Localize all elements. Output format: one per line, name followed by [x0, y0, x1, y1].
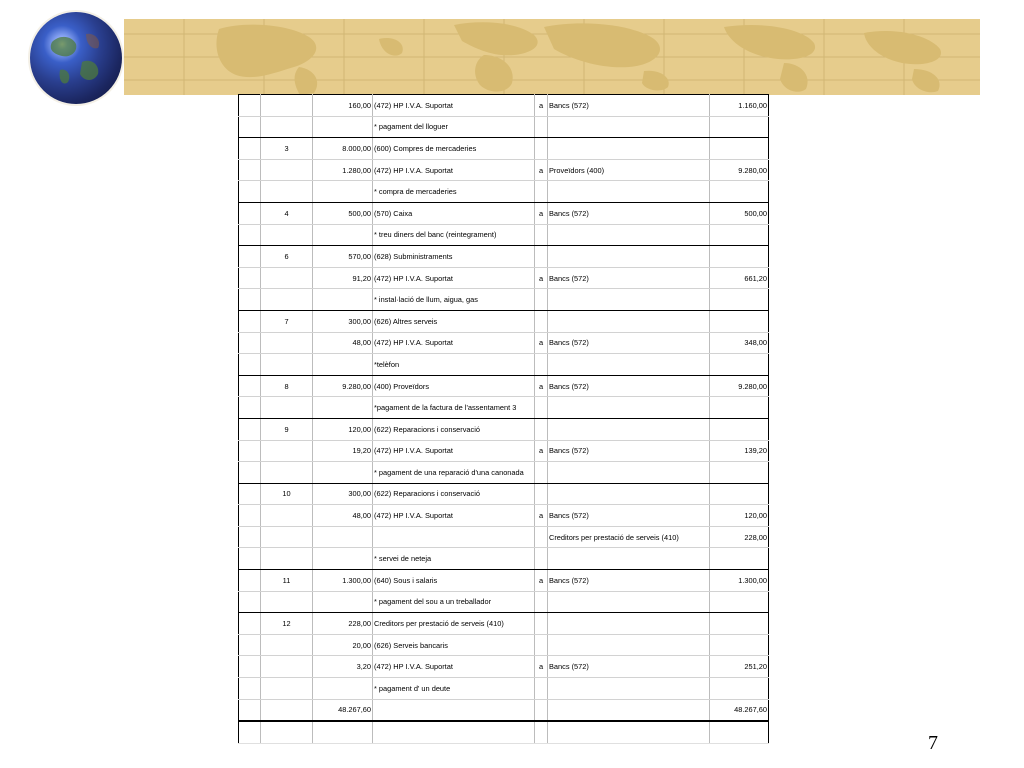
debit-account-cell: (570) Caixa — [373, 202, 535, 224]
debit-account-cell: (622) Reparacions i conservació — [373, 418, 535, 440]
credit-amount-cell: 48.267,60 — [710, 699, 769, 721]
ledger-body — [239, 95, 769, 744]
credit-amount-cell — [710, 613, 769, 635]
debit-account-cell — [373, 721, 535, 743]
entry-number-cell: 10 — [261, 483, 313, 505]
blank-cell — [239, 613, 261, 635]
a-marker-cell: a — [535, 505, 548, 527]
ledger-row — [239, 375, 769, 397]
blank-cell — [239, 159, 261, 181]
blank-cell — [239, 354, 261, 376]
debit-account-cell: * instal·lació de llum, aigua, gas — [373, 289, 535, 311]
credit-amount-cell: 500,00 — [710, 202, 769, 224]
debit-amount-cell: 500,00 — [313, 202, 373, 224]
ledger-row — [239, 354, 769, 376]
credit-account-cell — [548, 289, 710, 311]
blank-cell — [239, 116, 261, 138]
credit-amount-cell — [710, 116, 769, 138]
world-map-graphic — [124, 19, 980, 95]
debit-amount-cell — [313, 591, 373, 613]
ledger-row — [239, 440, 769, 462]
blank-cell — [239, 570, 261, 592]
entry-number-cell — [261, 116, 313, 138]
a-marker-cell: a — [535, 656, 548, 678]
credit-amount-cell: 1.300,00 — [710, 570, 769, 592]
debit-account-cell: (472) HP I.V.A. Suportat — [373, 159, 535, 181]
entry-number-cell: 8 — [261, 375, 313, 397]
ledger-row — [239, 202, 769, 224]
a-marker-cell — [535, 526, 548, 548]
ledger-row — [239, 462, 769, 484]
entry-number-cell — [261, 656, 313, 678]
a-marker-cell: a — [535, 202, 548, 224]
credit-amount-cell: 9.280,00 — [710, 375, 769, 397]
credit-account-cell — [548, 116, 710, 138]
debit-amount-cell: 160,00 — [313, 95, 373, 117]
ledger-row — [239, 699, 769, 721]
credit-account-cell: Bancs (572) — [548, 332, 710, 354]
debit-amount-cell: 9.280,00 — [313, 375, 373, 397]
debit-account-cell: (472) HP I.V.A. Suportat — [373, 95, 535, 117]
entry-number-cell: 9 — [261, 418, 313, 440]
debit-amount-cell: 48,00 — [313, 505, 373, 527]
ledger-row — [239, 526, 769, 548]
credit-account-cell — [548, 224, 710, 246]
credit-account-cell — [548, 246, 710, 268]
entry-number-cell: 7 — [261, 310, 313, 332]
a-marker-cell — [535, 721, 548, 743]
credit-amount-cell: 228,00 — [710, 526, 769, 548]
ledger-row — [239, 332, 769, 354]
debit-amount-cell: 1.280,00 — [313, 159, 373, 181]
debit-amount-cell — [313, 181, 373, 203]
a-marker-cell — [535, 483, 548, 505]
a-marker-cell: a — [535, 440, 548, 462]
debit-account-cell: * treu diners del banc (reintegrament) — [373, 224, 535, 246]
credit-amount-cell — [710, 224, 769, 246]
a-marker-cell — [535, 310, 548, 332]
entry-number-cell — [261, 95, 313, 117]
ledger-row — [239, 181, 769, 203]
blank-cell — [239, 505, 261, 527]
debit-amount-cell: 1.300,00 — [313, 570, 373, 592]
a-marker-cell: a — [535, 159, 548, 181]
ledger-row — [239, 418, 769, 440]
blank-cell — [239, 548, 261, 570]
credit-amount-cell — [710, 483, 769, 505]
debit-account-cell: (472) HP I.V.A. Suportat — [373, 505, 535, 527]
ledger-row — [239, 267, 769, 289]
credit-amount-cell — [710, 289, 769, 311]
entry-number-cell: 12 — [261, 613, 313, 635]
credit-account-cell — [548, 634, 710, 656]
ledger-table — [238, 94, 769, 744]
a-marker-cell: a — [535, 95, 548, 117]
credit-account-cell: Bancs (572) — [548, 202, 710, 224]
ledger-row — [239, 613, 769, 635]
credit-account-cell — [548, 462, 710, 484]
a-marker-cell — [535, 591, 548, 613]
debit-amount-cell — [313, 116, 373, 138]
credit-amount-cell: 9.280,00 — [710, 159, 769, 181]
debit-amount-cell — [313, 354, 373, 376]
debit-account-cell: * pagament d' un deute — [373, 678, 535, 700]
debit-amount-cell: 120,00 — [313, 418, 373, 440]
blank-cell — [239, 591, 261, 613]
blank-cell — [239, 95, 261, 117]
page-number: 7 — [928, 732, 938, 754]
credit-account-cell — [548, 310, 710, 332]
debit-account-cell: (600) Compres de mercaderies — [373, 138, 535, 160]
credit-account-cell — [548, 418, 710, 440]
blank-cell — [239, 224, 261, 246]
credit-account-cell: Bancs (572) — [548, 656, 710, 678]
blank-cell — [239, 656, 261, 678]
credit-account-cell: Bancs (572) — [548, 570, 710, 592]
a-marker-cell — [535, 613, 548, 635]
credit-account-cell — [548, 138, 710, 160]
entry-number-cell: 4 — [261, 202, 313, 224]
ledger-row — [239, 634, 769, 656]
blank-cell — [239, 526, 261, 548]
a-marker-cell — [535, 246, 548, 268]
entry-number-cell — [261, 159, 313, 181]
credit-account-cell — [548, 721, 710, 743]
debit-account-cell: (472) HP I.V.A. Suportat — [373, 267, 535, 289]
ledger-row — [239, 591, 769, 613]
a-marker-cell — [535, 224, 548, 246]
ledger-row — [239, 505, 769, 527]
credit-amount-cell — [710, 181, 769, 203]
entry-number-cell — [261, 678, 313, 700]
blank-cell — [239, 246, 261, 268]
debit-amount-cell: 300,00 — [313, 483, 373, 505]
entry-number-cell — [261, 505, 313, 527]
ledger-row — [239, 483, 769, 505]
credit-account-cell — [548, 397, 710, 419]
blank-cell — [239, 375, 261, 397]
entry-number-cell — [261, 699, 313, 721]
credit-account-cell — [548, 354, 710, 376]
ledger-row — [239, 310, 769, 332]
credit-account-cell: Bancs (572) — [548, 505, 710, 527]
credit-amount-cell: 661,20 — [710, 267, 769, 289]
debit-amount-cell — [313, 397, 373, 419]
credit-amount-cell — [710, 591, 769, 613]
entry-number-cell — [261, 591, 313, 613]
blank-cell — [239, 181, 261, 203]
credit-account-cell: Proveïdors (400) — [548, 159, 710, 181]
blank-cell — [239, 289, 261, 311]
entry-number-cell — [261, 526, 313, 548]
credit-account-cell — [548, 483, 710, 505]
a-marker-cell: a — [535, 570, 548, 592]
debit-account-cell: * servei de neteja — [373, 548, 535, 570]
blank-cell — [239, 202, 261, 224]
a-marker-cell — [535, 397, 548, 419]
blank-cell — [239, 483, 261, 505]
ledger-row — [239, 678, 769, 700]
ledger-row — [239, 289, 769, 311]
credit-amount-cell — [710, 354, 769, 376]
entry-number-cell — [261, 548, 313, 570]
credit-account-cell — [548, 678, 710, 700]
a-marker-cell — [535, 289, 548, 311]
credit-amount-cell — [710, 462, 769, 484]
ledger-row — [239, 246, 769, 268]
credit-account-cell: Bancs (572) — [548, 375, 710, 397]
ledger-row — [239, 95, 769, 117]
credit-account-cell: Bancs (572) — [548, 95, 710, 117]
a-marker-cell — [535, 678, 548, 700]
ledger-row — [239, 656, 769, 678]
entry-number-cell — [261, 224, 313, 246]
a-marker-cell — [535, 548, 548, 570]
a-marker-cell — [535, 138, 548, 160]
debit-account-cell: * compra de mercaderies — [373, 181, 535, 203]
a-marker-cell: a — [535, 375, 548, 397]
credit-amount-cell — [710, 418, 769, 440]
debit-account-cell: (626) Serveis bancaris — [373, 634, 535, 656]
debit-account-cell: (640) Sous i salaris — [373, 570, 535, 592]
blank-cell — [239, 267, 261, 289]
a-marker-cell — [535, 699, 548, 721]
debit-amount-cell — [313, 526, 373, 548]
a-marker-cell — [535, 634, 548, 656]
blank-cell — [239, 678, 261, 700]
debit-amount-cell — [313, 548, 373, 570]
debit-amount-cell — [313, 678, 373, 700]
credit-amount-cell — [710, 397, 769, 419]
ledger-row — [239, 548, 769, 570]
debit-amount-cell: 20,00 — [313, 634, 373, 656]
a-marker-cell — [535, 418, 548, 440]
ledger-row — [239, 397, 769, 419]
debit-account-cell: Creditors per prestació de serveis (410) — [373, 613, 535, 635]
credit-account-cell — [548, 181, 710, 203]
blank-cell — [239, 418, 261, 440]
blank-cell — [239, 310, 261, 332]
credit-amount-cell — [710, 678, 769, 700]
blank-cell — [239, 138, 261, 160]
entry-number-cell — [261, 440, 313, 462]
debit-account-cell: * pagament de una reparació d'una canonada — [373, 462, 535, 484]
entry-number-cell: 3 — [261, 138, 313, 160]
entry-number-cell — [261, 462, 313, 484]
credit-account-cell — [548, 591, 710, 613]
entry-number-cell — [261, 721, 313, 743]
credit-amount-cell — [710, 634, 769, 656]
debit-amount-cell: 3,20 — [313, 656, 373, 678]
debit-amount-cell: 91,20 — [313, 267, 373, 289]
debit-amount-cell — [313, 462, 373, 484]
ledger-row — [239, 159, 769, 181]
blank-cell — [239, 699, 261, 721]
debit-account-cell: (472) HP I.V.A. Suportat — [373, 440, 535, 462]
credit-amount-cell — [710, 721, 769, 743]
a-marker-cell — [535, 116, 548, 138]
debit-account-cell: (400) Proveïdors — [373, 375, 535, 397]
credit-amount-cell: 120,00 — [710, 505, 769, 527]
header-banner — [0, 0, 1024, 100]
credit-account-cell — [548, 699, 710, 721]
blank-cell — [239, 440, 261, 462]
blank-cell — [239, 462, 261, 484]
debit-account-cell — [373, 526, 535, 548]
a-marker-cell: a — [535, 332, 548, 354]
entry-number-cell — [261, 289, 313, 311]
debit-amount-cell — [313, 289, 373, 311]
debit-account-cell: (472) HP I.V.A. Suportat — [373, 332, 535, 354]
credit-account-cell: Bancs (572) — [548, 440, 710, 462]
a-marker-cell — [535, 354, 548, 376]
debit-account-cell: (626) Altres serveis — [373, 310, 535, 332]
a-marker-cell — [535, 181, 548, 203]
debit-amount-cell — [313, 224, 373, 246]
entry-number-cell — [261, 354, 313, 376]
ledger-row — [239, 138, 769, 160]
credit-amount-cell — [710, 310, 769, 332]
credit-amount-cell — [710, 548, 769, 570]
credit-amount-cell — [710, 246, 769, 268]
credit-amount-cell — [710, 138, 769, 160]
debit-amount-cell: 8.000,00 — [313, 138, 373, 160]
credit-account-cell: Bancs (572) — [548, 267, 710, 289]
a-marker-cell: a — [535, 267, 548, 289]
entry-number-cell: 11 — [261, 570, 313, 592]
blank-cell — [239, 634, 261, 656]
a-marker-cell — [535, 462, 548, 484]
credit-account-cell — [548, 548, 710, 570]
world-map-strip — [124, 19, 980, 95]
debit-account-cell: (472) HP I.V.A. Suportat — [373, 656, 535, 678]
credit-amount-cell: 348,00 — [710, 332, 769, 354]
entry-number-cell — [261, 267, 313, 289]
ledger-row — [239, 116, 769, 138]
debit-amount-cell: 48.267,60 — [313, 699, 373, 721]
credit-account-cell: Creditors per prestació de serveis (410) — [548, 526, 710, 548]
entry-number-cell: 6 — [261, 246, 313, 268]
debit-account-cell: *pagament de la factura de l'assentament 3 — [373, 397, 535, 419]
debit-account-cell: (628) Subministraments — [373, 246, 535, 268]
entry-number-cell — [261, 634, 313, 656]
debit-account-cell: * pagament del lloguer — [373, 116, 535, 138]
blank-cell — [239, 332, 261, 354]
journal-ledger — [238, 94, 770, 744]
debit-amount-cell: 570,00 — [313, 246, 373, 268]
debit-account-cell: (622) Reparacions i conservació — [373, 483, 535, 505]
debit-amount-cell: 19,20 — [313, 440, 373, 462]
credit-amount-cell: 139,20 — [710, 440, 769, 462]
ledger-row — [239, 570, 769, 592]
blank-cell — [239, 721, 261, 743]
ledger-row — [239, 721, 769, 743]
debit-amount-cell: 228,00 — [313, 613, 373, 635]
debit-account-cell: * pagament del sou a un treballador — [373, 591, 535, 613]
entry-number-cell — [261, 181, 313, 203]
credit-amount-cell: 251,20 — [710, 656, 769, 678]
debit-amount-cell: 48,00 — [313, 332, 373, 354]
debit-amount-cell: 300,00 — [313, 310, 373, 332]
debit-amount-cell — [313, 721, 373, 743]
debit-account-cell: *telèfon — [373, 354, 535, 376]
blank-cell — [239, 397, 261, 419]
credit-account-cell — [548, 613, 710, 635]
globe-icon — [30, 12, 122, 104]
debit-account-cell — [373, 699, 535, 721]
ledger-row — [239, 224, 769, 246]
entry-number-cell — [261, 397, 313, 419]
entry-number-cell — [261, 332, 313, 354]
credit-amount-cell: 1.160,00 — [710, 95, 769, 117]
